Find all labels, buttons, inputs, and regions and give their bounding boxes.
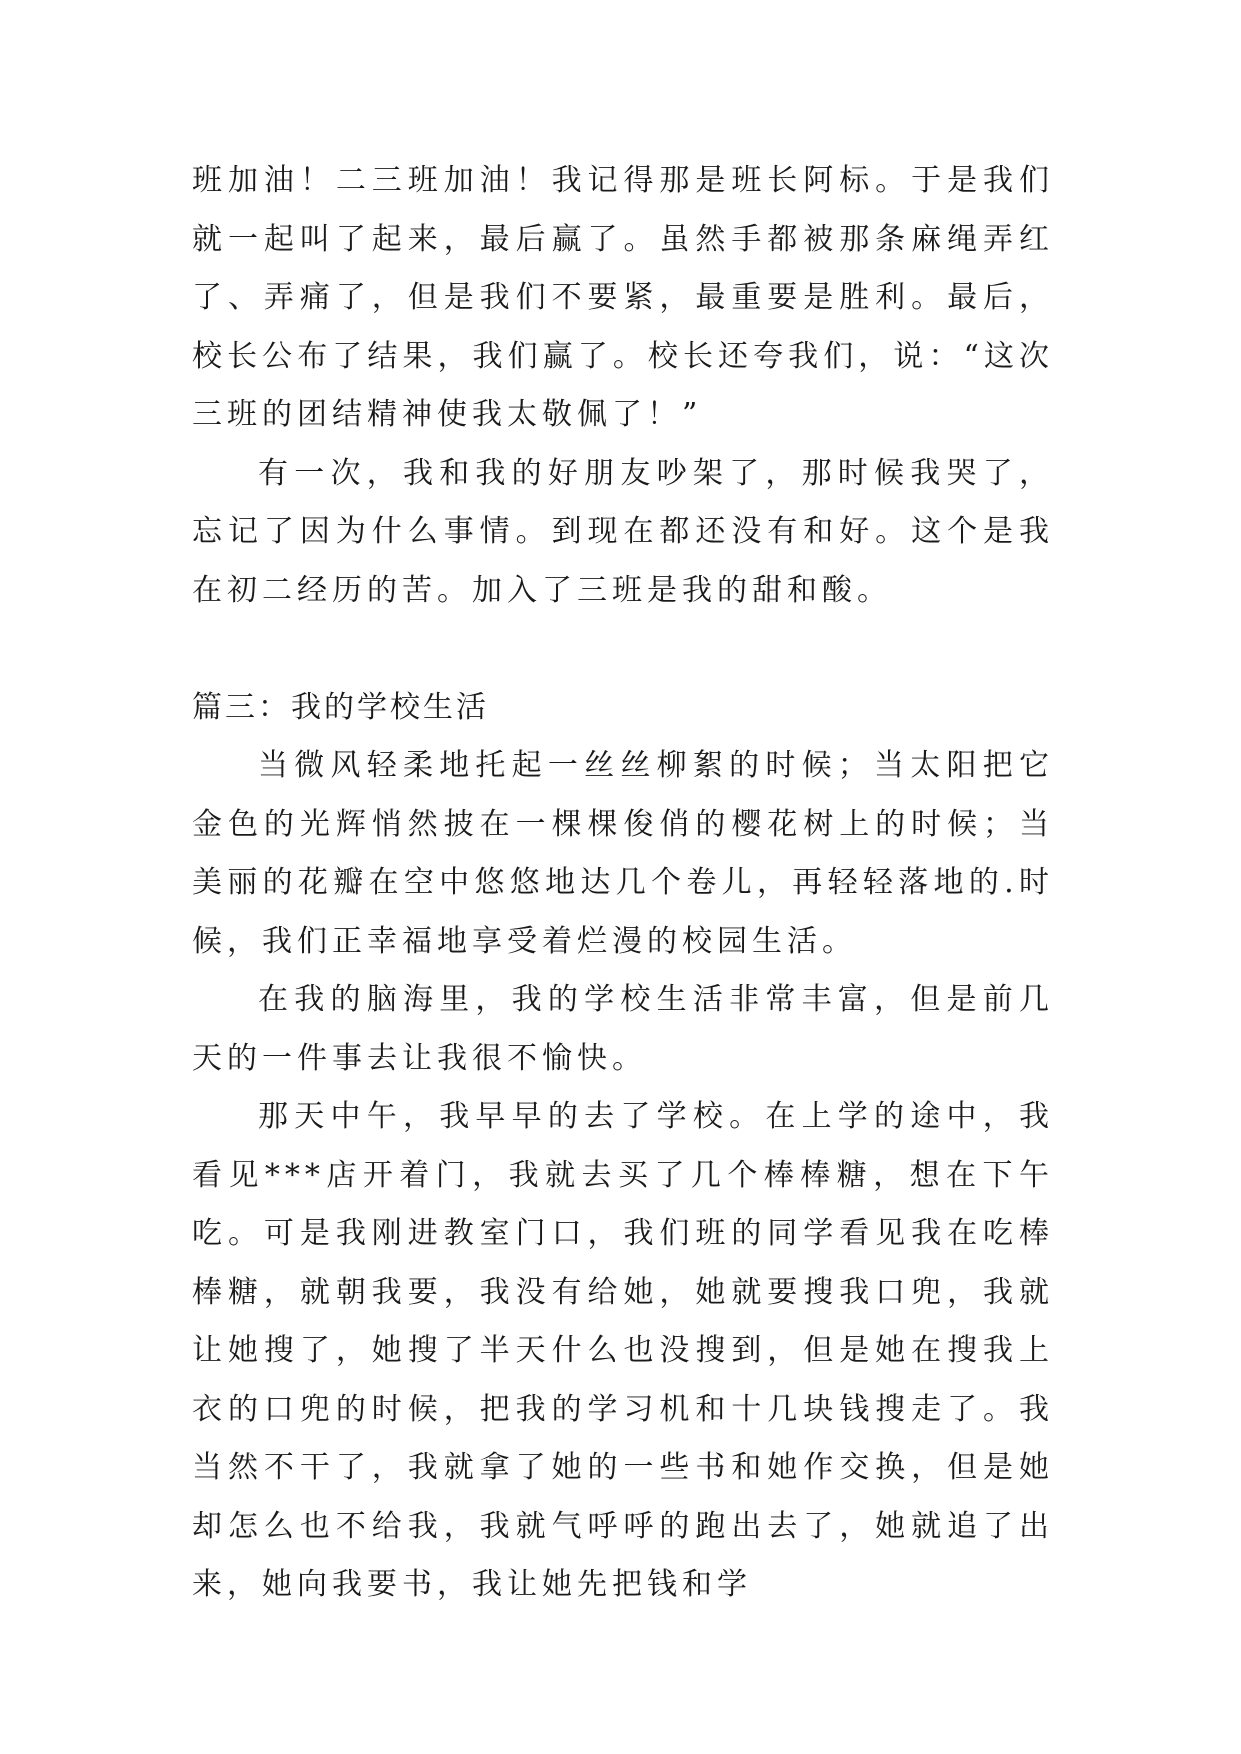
section-spacer bbox=[192, 620, 1054, 679]
paragraph-lollipop-story: 那天中午，我早早的去了学校。在上学的途中，我看见***店开着门，我就去买了几个棒棒糖，想在下午吃。可是我刚进教室门口，我们班的同学看见我在吃棒棒糖，就朝我要，我没有给她，她就要搜我口兜，我就让她搜了，她搜了半天什么也没搜到，但是她在搜我上衣的口兜的时候，把我的学习机和十几块钱搜走了。我当然不干了，我就拿了她的一些书和她作交换，但是她却怎么也不给我，我就气呼呼的跑出去了，她就追了出来，她向我要书，我让她先把钱和学 bbox=[192, 1099, 1054, 1602]
paragraph-memory: 在我的脑海里，我的学校生活非常丰富，但是前几天的一件事去让我很不愉快。 bbox=[192, 982, 1054, 1076]
paragraph-spring-scene: 当微风轻柔地托起一丝丝柳絮的时候；当太阳把它金色的光辉悄然披在一棵棵俊俏的樱花树上的时候；当美丽的花瓣在空中悠悠地达几个卷儿，再轻轻落地的.时候，我们正幸福地享受着烂漫的校园生活。 bbox=[192, 748, 1054, 959]
document-body bbox=[192, 152, 1054, 1615]
paragraph-tug-of-war-ending: 班加油！二三班加油！我记得那是班长阿标。于是我们就一起叫了起来，最后赢了。虽然手都被那条麻绳弄红了、弄痛了，但是我们不要紧，最重要是胜利。最后，校长公布了结果，我们赢了。校长还夸我们，说：“这次三班的团结精神使我太敬佩了！” bbox=[192, 163, 1054, 432]
section-heading: 篇三：我的学校生活 bbox=[192, 689, 489, 725]
paragraph-quarrel: 有一次，我和我的好朋友吵架了，那时候我哭了，忘记了因为什么事情。到现在都还没有和好。这个是我在初二经历的苦。加入了三班是我的甜和酸。 bbox=[192, 455, 1054, 608]
